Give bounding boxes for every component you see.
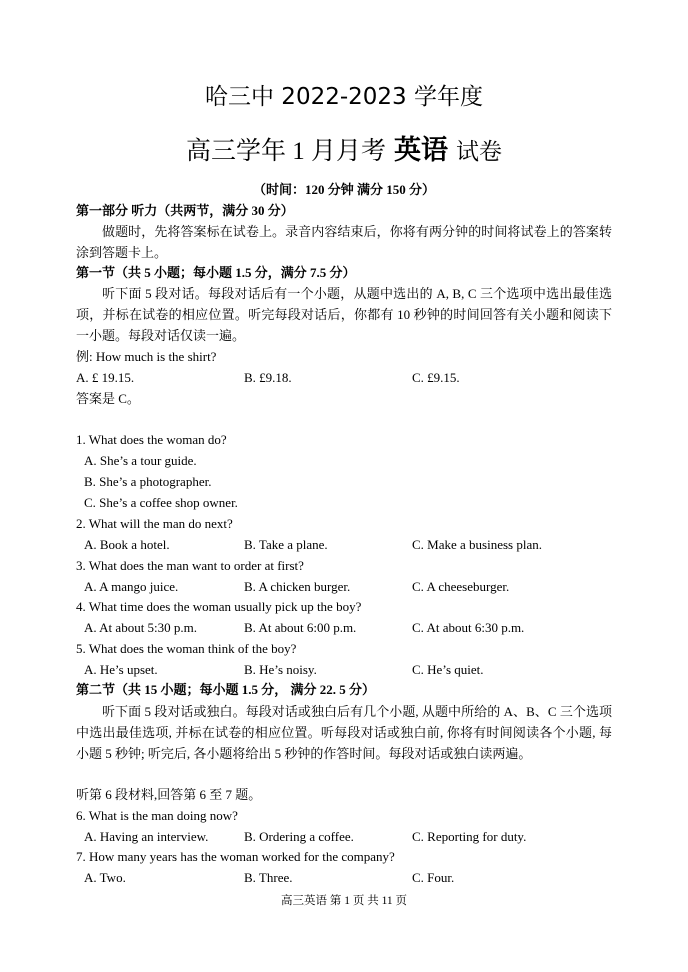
time-info: （时间：120 分钟 满分 150 分） — [252, 182, 435, 197]
section1-intro: 听下面 5 段对话。每段对话后有一个小题，从题中选出的 A, B, C 三个选项中选出最佳选项，并标在试卷的相应位置。听完每段对话后，你都有 10 秒钟的时间回答有关小题和阅读下一小题。每段对话仅读一遍。 — [76, 286, 612, 343]
example-answer: 答案是 C。 — [76, 391, 140, 406]
q6-option-c: C. Reporting for duty. — [412, 829, 527, 844]
example-option-a: A. £ 19.15. — [76, 370, 135, 385]
q1-option-c: C. She’s a coffee shop owner. — [84, 495, 238, 510]
question-1: 1. What does the woman do? — [76, 432, 227, 447]
paper-label: 试卷 — [456, 139, 502, 165]
q3-option-a: A. A mango juice. — [84, 579, 179, 594]
q3-option-b: B. A chicken burger. — [244, 579, 351, 594]
page-footer: 高三英语 第 1 页 共 11 页 — [280, 895, 408, 907]
exam-title: 高三学年 1 月月考 — [185, 138, 386, 165]
subject-name: 英语 — [394, 135, 448, 166]
q2-option-b: B. Take a plane. — [244, 537, 328, 552]
material-note: 听第 6 段材料,回答第 6 至 7 题。 — [76, 787, 262, 802]
question-6: 6. What is the man doing now? — [76, 808, 238, 823]
q1-option-b: B. She’s a photographer. — [84, 474, 212, 489]
example-question: 例: How much is the shirt? — [76, 349, 217, 364]
q1-option-a: A. She’s a tour guide. — [84, 453, 197, 468]
exam-title-line — [0, 134, 688, 169]
example-option-b: B. £9.18. — [244, 370, 292, 385]
question-3: 3. What does the man want to order at first? — [76, 558, 304, 573]
q4-option-a: A. At about 5:30 p.m. — [84, 620, 198, 635]
q4-option-c: C. At about 6:30 p.m. — [412, 620, 525, 635]
example-option-c: C. £9.15. — [412, 370, 460, 385]
section1-heading: 第一节（共 5 小题；每小题 1.5 分，满分 7.5 分） — [76, 265, 356, 280]
q5-option-c: C. He’s quiet. — [412, 662, 484, 677]
q2-option-c: C. Make a business plan. — [412, 537, 542, 552]
q6-option-b: B. Ordering a coffee. — [244, 829, 354, 844]
q5-option-b: B. He’s noisy. — [244, 662, 317, 677]
q7-option-a: A. Two. — [84, 870, 126, 885]
q4-option-b: B. At about 6:00 p.m. — [244, 620, 357, 635]
q2-option-a: A. Book a hotel. — [84, 537, 170, 552]
q7-option-c: C. Four. — [412, 870, 455, 885]
question-5: 5. What does the woman think of the boy? — [76, 641, 297, 656]
part1-heading: 第一部分 听力（共两节，满分 30 分） — [76, 203, 294, 218]
q5-option-a: A. He’s upset. — [84, 662, 158, 677]
q7-option-b: B. Three. — [244, 870, 293, 885]
question-4: 4. What time does the woman usually pick up the boy? — [76, 599, 362, 614]
part1-intro: 做题时，先将答案标在试卷上。录音内容结束后，你将有两分钟的时间将试卷上的答案转涂到答题卡上。 — [76, 224, 612, 260]
section2-intro: 听下面 5 段对话或独白。每段对话或独白后有几个小题, 从题中所给的 A、B、C 三个选项中选出最佳选项, 并标在试卷的相应位置。听每段对话或独白前, 你将有时间阅读各个小题, 每小题 5 秒钟; 听完后, 各小题将给出 5 秒钟的作答时间。每段对话或独白读两遍。 — [76, 704, 612, 761]
section2-heading: 第二节（共 15 小题；每小题 1.5 分， 满分 22. 5 分） — [76, 682, 376, 697]
question-2: 2. What will the man do next? — [76, 516, 233, 531]
q3-option-c: C. A cheeseburger. — [412, 579, 510, 594]
question-7: 7. How many years has the woman worked for the company? — [76, 849, 395, 864]
school-title: 哈三中 2022-2023 学年度 — [205, 84, 483, 110]
q6-option-a: A. Having an interview. — [84, 829, 209, 844]
